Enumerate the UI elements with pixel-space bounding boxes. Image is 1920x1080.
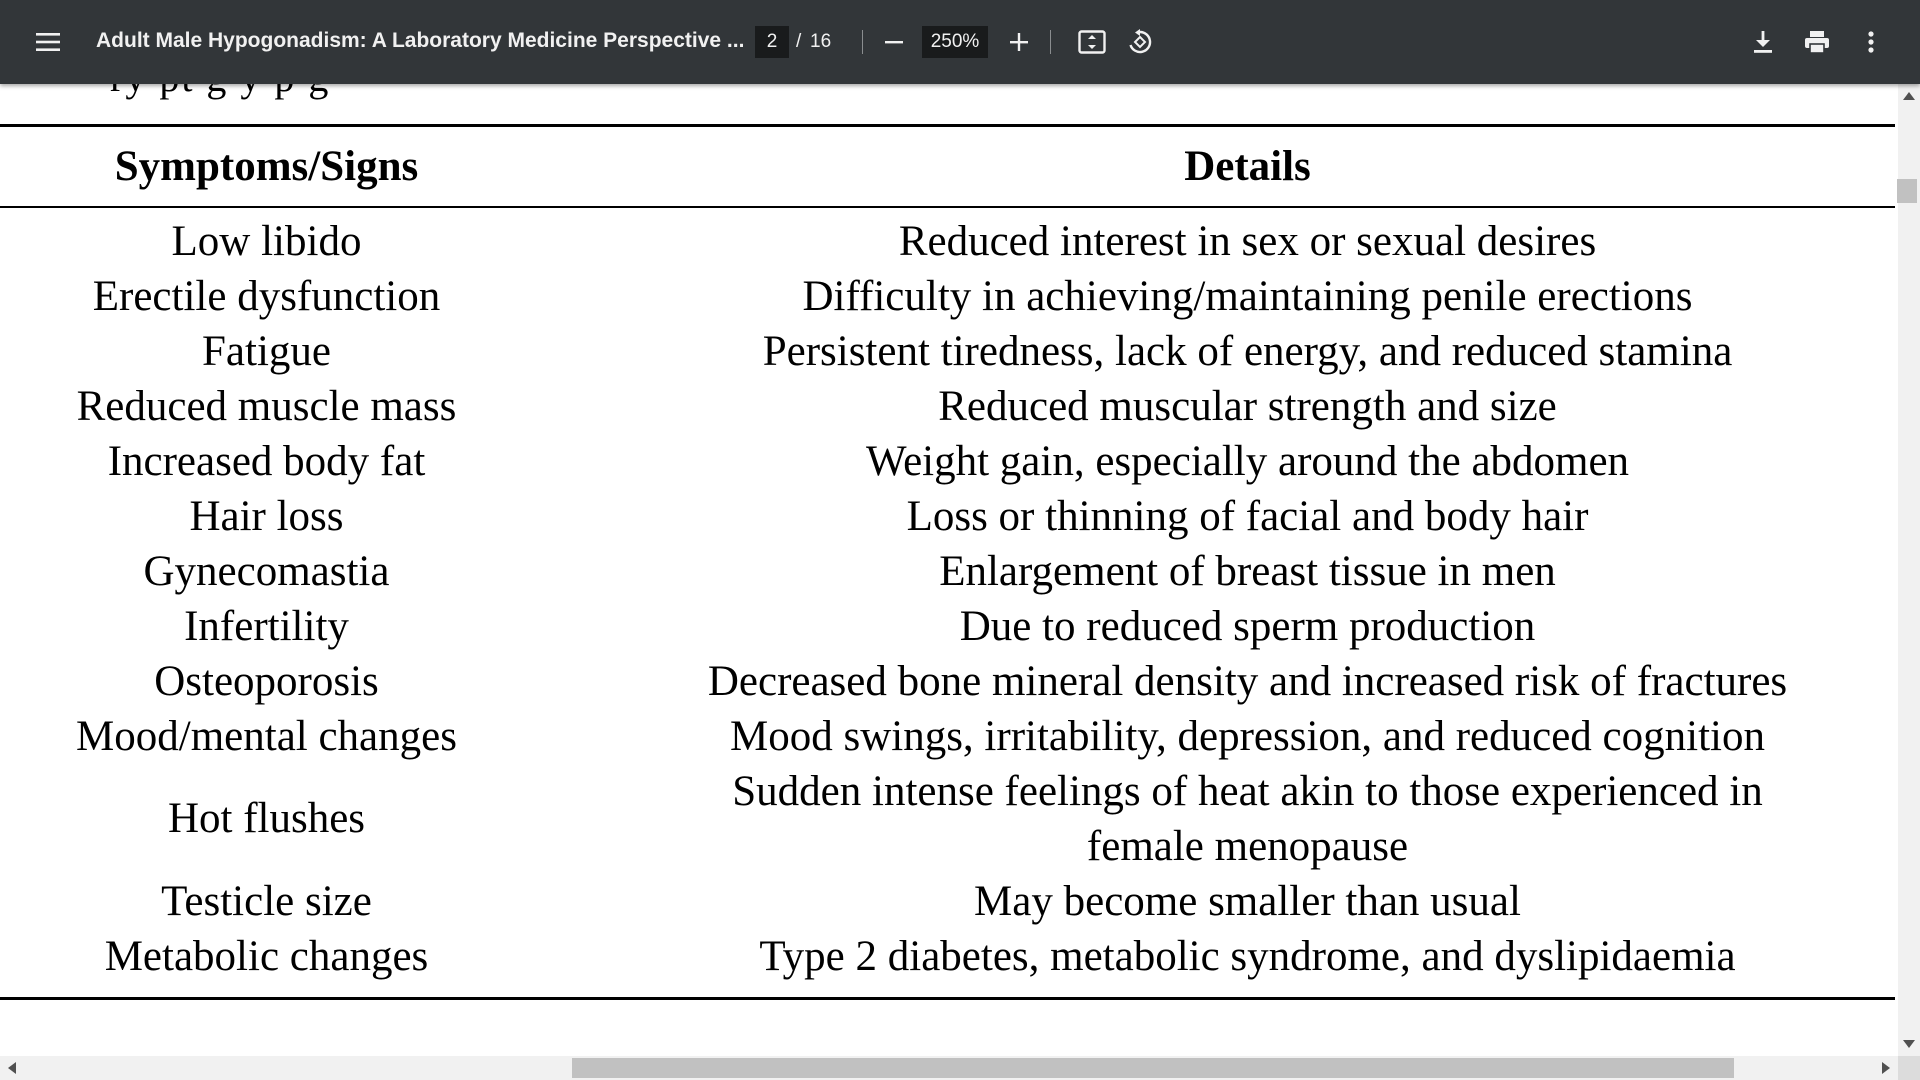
detail-cell: Loss or thinning of facial and body hair [906, 493, 1589, 540]
document-title: Adult Male Hypogonadism: A Laboratory Medicine Perspective ... [96, 29, 745, 52]
symptom-cell: Mood/mental changes [76, 713, 457, 760]
page-number-input[interactable] [755, 26, 789, 58]
symptom-cell: Osteoporosis [154, 658, 379, 705]
scrollbar-corner [1898, 1056, 1920, 1080]
detail-cell: Persistent tiredness, lack of energy, and reduced stamina [762, 328, 1733, 375]
detail-cell [605, 764, 1890, 874]
symptom-cell: Hot flushes [167, 795, 366, 842]
symptom-cell: Gynecomastia [143, 548, 390, 595]
symptom-cell: Low libido [171, 218, 362, 265]
zoom-input[interactable] [922, 26, 988, 58]
detail-cell: Due to reduced sperm production [959, 603, 1536, 650]
vertical-scrollbar[interactable] [1898, 84, 1920, 1056]
page-total: 16 [810, 31, 832, 52]
scroll-up-arrow-icon[interactable] [1903, 92, 1915, 100]
hamburger-icon[interactable] [28, 22, 68, 62]
scroll-left-arrow-icon[interactable] [8, 1062, 16, 1074]
page-separator: / [796, 31, 802, 52]
download-icon[interactable] [1743, 22, 1783, 62]
table-row [0, 434, 1895, 489]
symptom-cell: Erectile dysfunction [92, 273, 441, 320]
table-row [0, 929, 1895, 984]
symptom-cell: Reduced muscle mass [76, 383, 457, 430]
symptom-cell: Metabolic changes [104, 933, 429, 980]
table-row [0, 764, 1895, 874]
document-viewer[interactable] [0, 84, 1898, 1056]
table-row [0, 489, 1895, 544]
detail-cell: Difficulty in achieving/maintaining penile erections [802, 273, 1693, 320]
symptom-cell: Fatigue [202, 328, 331, 375]
table-header-rule [0, 206, 1895, 208]
table-row [0, 709, 1895, 764]
detail-cell: Weight gain, especially around the abdomen [865, 438, 1630, 485]
vertical-scrollbar-thumb[interactable] [1897, 179, 1917, 203]
detail-line: Sudden intense feelings of heat akin to those experienced in [732, 768, 1763, 815]
table-row [0, 874, 1895, 929]
symptom-cell: Hair loss [189, 493, 344, 540]
detail-cell: Type 2 diabetes, metabolic syndrome, and dyslipidaemia [759, 933, 1736, 980]
scroll-right-arrow-icon[interactable] [1882, 1062, 1890, 1074]
symptom-cell: Infertility [184, 603, 349, 650]
detail-cell: Reduced muscular strength and size [938, 383, 1557, 430]
symptoms-table-body [0, 214, 1895, 984]
detail-cell: Decreased bone mineral density and increased risk of fractures [707, 658, 1788, 705]
zoom-out-icon[interactable] [874, 22, 914, 62]
table-row [0, 654, 1895, 709]
table-row [0, 324, 1895, 379]
scroll-down-arrow-icon[interactable] [1903, 1040, 1915, 1048]
rotate-icon[interactable] [1120, 22, 1160, 62]
pdf-toolbar [0, 0, 1920, 84]
detail-cell: Enlargement of breast tissue in men [939, 548, 1556, 595]
detail-cell: Reduced interest in sex or sexual desires [898, 218, 1597, 265]
table-row [0, 214, 1895, 269]
table-row [0, 544, 1895, 599]
symptom-cell: Testicle size [161, 878, 372, 925]
table-bottom-rule [0, 997, 1895, 1000]
toolbar-divider [1050, 30, 1051, 54]
fit-page-icon[interactable] [1072, 22, 1112, 62]
column-header-symptoms: Symptoms/Signs [114, 143, 419, 190]
print-icon[interactable] [1797, 22, 1837, 62]
table-row [0, 269, 1895, 324]
symptom-cell: Increased body fat [107, 438, 426, 485]
column-header-details: Details [1184, 143, 1311, 190]
table-top-rule [0, 124, 1895, 127]
detail-cell: Mood swings, irritability, depression, and reduced cognition [729, 713, 1765, 760]
table-row [0, 379, 1895, 434]
table-row [0, 599, 1895, 654]
detail-cell: May become smaller than usual [974, 878, 1521, 925]
zoom-in-icon[interactable] [999, 22, 1039, 62]
detail-line: female menopause [1086, 823, 1409, 870]
horizontal-scrollbar-thumb[interactable] [572, 1058, 1734, 1078]
more-vert-icon[interactable] [1851, 22, 1891, 62]
toolbar-divider [862, 30, 863, 54]
